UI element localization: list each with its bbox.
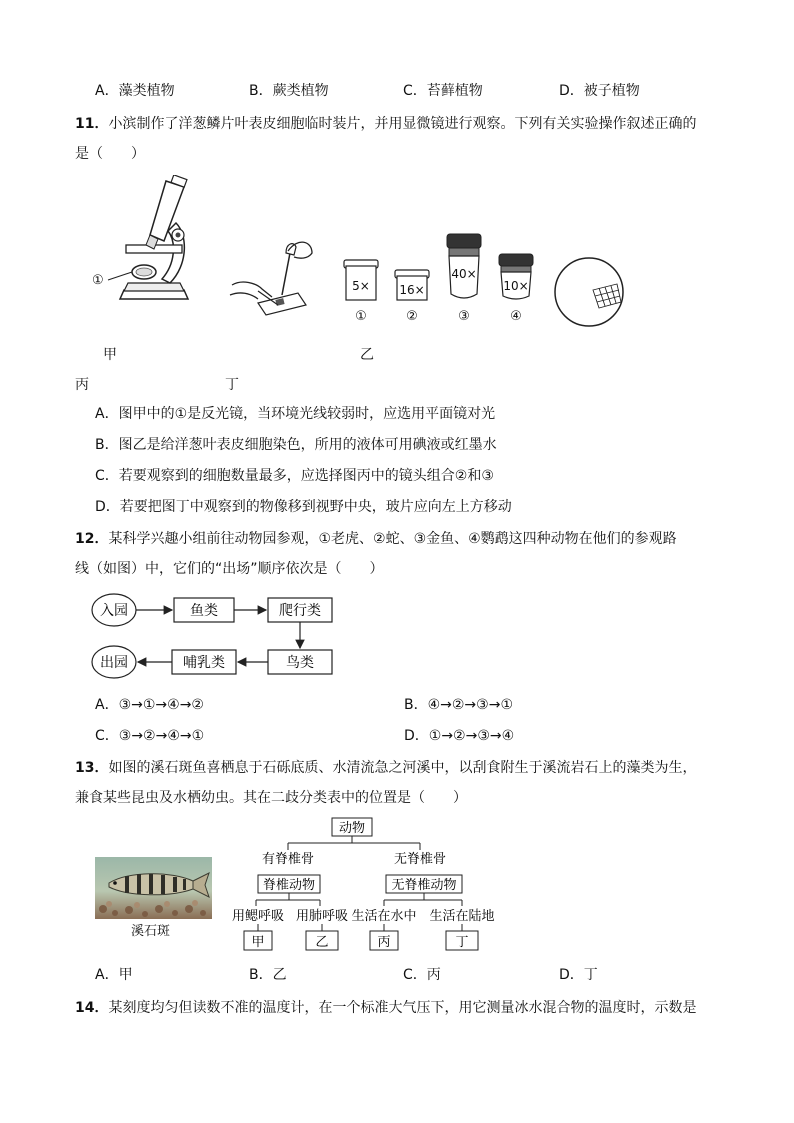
- fish-photo-caption: 溪石斑: [131, 924, 171, 939]
- flow-enter-label: 入园: [100, 603, 128, 619]
- q12-stem-text: 某科学兴趣小组前往动物园参观，①老虎、②蛇、③金鱼、④鹦鹉这四种动物在他们的参观路: [108, 531, 677, 547]
- lens-3-mag: 40×: [451, 267, 477, 281]
- flow-fish-label: 鱼类: [190, 603, 218, 619]
- microscope-marker-1: ①: [92, 273, 104, 288]
- lens-4-mag: 10×: [503, 279, 529, 293]
- q11-option-d: D．若要把图丁中观察到的物像移到视野中央，玻片应向左上方移动: [95, 499, 512, 515]
- q11-option-a: A．图甲中的①是反光镜，当环境光线较弱时，应选用平面镜对光: [95, 406, 496, 422]
- staining-figure: [228, 233, 320, 323]
- q13-stem-line1: [75, 758, 696, 778]
- dichotomous-key-diagram: [226, 816, 504, 956]
- flow-mammal-label: 哺乳类: [183, 655, 225, 671]
- q13-stem-line2: 兼食某些昆虫及水栖幼虫。其在二歧分类表中的位置是（ ）: [75, 790, 467, 806]
- fish-photo: [95, 857, 212, 919]
- fig-label-bing: 丙: [75, 377, 89, 393]
- q12-option-a: A．③→①→④→②: [95, 697, 204, 713]
- flow-reptile-label: 爬行类: [279, 603, 321, 619]
- q12-stem-line2: 线（如图）中，它们的“出场”顺序依次是（ ）: [75, 561, 384, 577]
- key-leaf-label-4: 生活在陆地: [429, 909, 495, 924]
- key-root-label: 动物: [338, 821, 366, 836]
- q11-stem-line2: 是（ ）: [75, 146, 145, 162]
- q14-stem-line1: [75, 998, 696, 1018]
- lens-1-mag: 5×: [352, 279, 370, 293]
- lens-4-id: ④: [510, 309, 522, 324]
- lens-3: [447, 234, 481, 324]
- q12-option-b: B．④→②→③→①: [404, 697, 513, 713]
- q13-stem-text: 如图的溪石斑鱼喜栖息于石砾底质、水清流急之河溪中，以刮食附生于溪流岩石上的藻类为生，: [108, 760, 697, 776]
- q11-stem-line1: [75, 114, 696, 134]
- q12-option-d: D．①→②→③→④: [404, 728, 515, 744]
- q13-option-a: A．甲: [95, 967, 133, 983]
- q10-option-c: C．苔藓植物: [403, 83, 483, 99]
- lens-1-id: ①: [355, 309, 367, 324]
- key-right-branch-label: 无脊椎骨: [393, 852, 447, 867]
- flow-bird-label: 鸟类: [286, 655, 314, 671]
- microscope-figure: [88, 175, 200, 305]
- key-leaf-2: 乙: [315, 935, 329, 950]
- lens-2: [395, 270, 429, 324]
- q10-option-b: B．蕨类植物: [249, 83, 329, 99]
- fig-label-yi: 乙: [360, 347, 374, 363]
- q12-stem-line1: [75, 529, 677, 549]
- q14-stem-text: 某刻度均匀但读数不准的温度计，在一个标准大气压下，用它测量冰水混合物的温度时，示数是: [108, 1000, 697, 1016]
- q11-stem-text: 小滨制作了洋葱鳞片叶表皮细胞临时装片，并用显微镜进行观察。下列有关实验操作叙述正确的: [108, 116, 697, 132]
- q13-option-c: C．丙: [403, 967, 441, 983]
- lens-4: [499, 254, 533, 324]
- q10-option-a: A．藻类植物: [95, 83, 175, 99]
- key-right-node-label: 无脊椎动物: [391, 878, 457, 893]
- key-leaf-label-2: 用肺呼吸: [295, 909, 349, 924]
- lens-2-id: ②: [406, 309, 418, 324]
- q11-number: 11．: [75, 116, 109, 132]
- q13-number: 13．: [75, 760, 109, 776]
- fig-label-jia: 甲: [103, 347, 117, 363]
- key-leaf-label-1: 用鳃呼吸: [231, 909, 285, 924]
- fig-label-ding: 丁: [225, 377, 239, 393]
- lens-1: [344, 260, 378, 324]
- flow-exit-label: 出园: [100, 655, 128, 671]
- q11-option-c: C．若要观察到的细胞数量最多，应选择图丙中的镜头组合②和③: [95, 468, 494, 484]
- q11-option-b: B．图乙是给洋葱叶表皮细胞染色，所用的液体可用碘液或红墨水: [95, 437, 497, 453]
- q10-option-d: D．被子植物: [559, 83, 640, 99]
- key-left-branch-label: 有脊椎骨: [261, 852, 315, 867]
- zoo-route-diagram: [90, 592, 340, 682]
- key-leaf-4: 丁: [455, 935, 469, 950]
- key-leaf-3: 丙: [377, 935, 391, 950]
- q12-option-c: C．③→②→④→①: [95, 728, 205, 744]
- key-leaf-label-3: 生活在水中: [351, 909, 417, 924]
- q13-option-d: D．丁: [559, 967, 598, 983]
- q13-option-b: B．乙: [249, 967, 287, 983]
- lens-2-mag: 16×: [399, 283, 425, 297]
- lenses-figure: [336, 232, 541, 324]
- q14-number: 14．: [75, 1000, 109, 1016]
- q12-number: 12．: [75, 531, 109, 547]
- lens-3-id: ③: [458, 309, 470, 324]
- field-of-view-figure: [553, 256, 625, 328]
- key-leaf-1: 甲: [251, 935, 265, 950]
- key-left-node-label: 脊椎动物: [262, 878, 316, 893]
